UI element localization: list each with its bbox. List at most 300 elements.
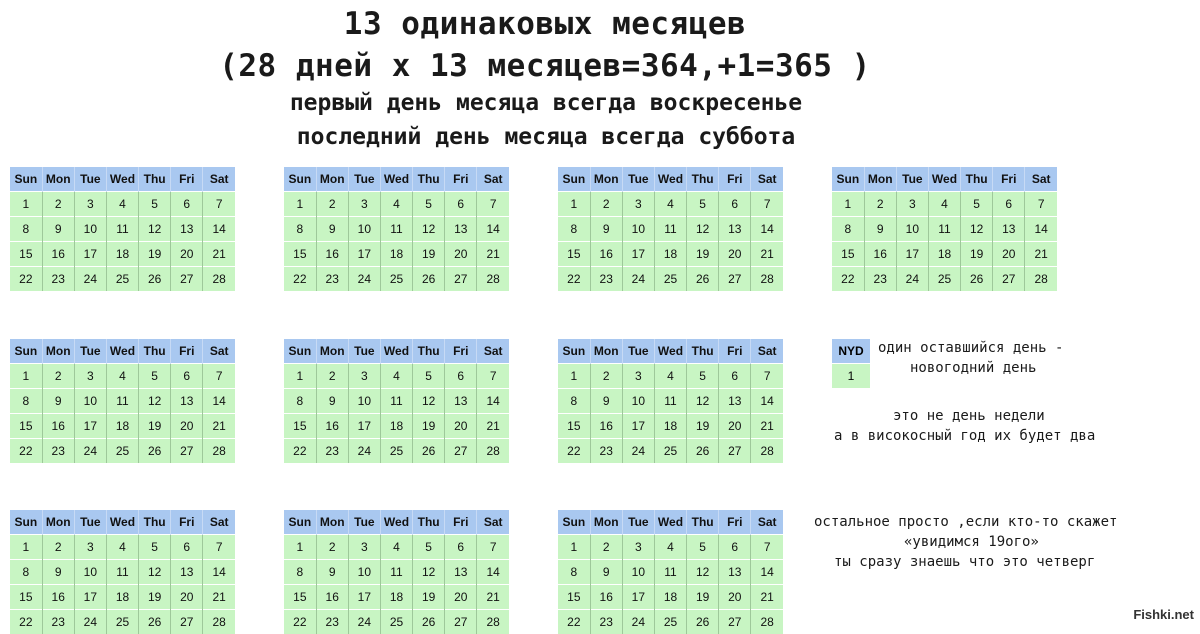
day-cell: 18	[928, 242, 960, 267]
day-cell: 3	[622, 535, 654, 560]
day-cell: 26	[413, 610, 445, 634]
day-cell: 24	[348, 610, 380, 634]
day-cell: 21	[477, 585, 509, 610]
day-cell: 28	[203, 267, 235, 292]
day-cell: 25	[106, 610, 138, 634]
day-cell: 19	[687, 242, 719, 267]
month-calendar	[284, 339, 509, 463]
day-cell: 11	[380, 389, 412, 414]
weekday-header: Tue	[622, 510, 654, 535]
day-cell: 27	[993, 267, 1025, 292]
day-cell: 27	[171, 267, 203, 292]
day-cell: 12	[687, 560, 719, 585]
day-cell: 21	[203, 242, 235, 267]
day-cell: 27	[445, 439, 477, 464]
weekday-header: Fri	[171, 510, 203, 535]
day-cell: 10	[622, 217, 654, 242]
day-cell: 11	[380, 217, 412, 242]
day-cell: 22	[10, 267, 42, 292]
day-cell: 5	[687, 535, 719, 560]
day-cell: 9	[316, 560, 348, 585]
day-cell: 20	[171, 242, 203, 267]
day-cell: 12	[961, 217, 993, 242]
day-cell: 8	[558, 217, 590, 242]
day-cell: 20	[719, 414, 751, 439]
month-calendar	[10, 510, 235, 634]
day-cell: 5	[413, 535, 445, 560]
day-cell: 6	[445, 192, 477, 217]
day-cell: 23	[590, 267, 622, 292]
day-cell: 1	[284, 364, 316, 389]
nyd-header: NYD	[832, 339, 870, 364]
day-cell: 19	[687, 585, 719, 610]
month-calendar	[558, 510, 783, 634]
day-cell: 9	[590, 217, 622, 242]
day-cell: 20	[993, 242, 1025, 267]
day-cell: 19	[139, 414, 171, 439]
weekday-header: Sun	[832, 167, 864, 192]
weekday-header: Mon	[42, 167, 74, 192]
weekday-header: Sun	[284, 339, 316, 364]
day-cell: 12	[413, 217, 445, 242]
day-cell: 25	[928, 267, 960, 292]
day-cell: 18	[654, 585, 686, 610]
day-cell: 2	[316, 364, 348, 389]
day-cell: 6	[171, 192, 203, 217]
day-cell: 28	[751, 610, 783, 634]
day-cell: 19	[413, 242, 445, 267]
weekday-header: Sat	[1025, 167, 1057, 192]
day-cell: 2	[42, 535, 74, 560]
day-cell: 21	[1025, 242, 1057, 267]
day-cell: 24	[622, 610, 654, 634]
day-cell: 15	[558, 414, 590, 439]
day-cell: 4	[106, 364, 138, 389]
day-cell: 22	[10, 439, 42, 464]
weekday-header: Sun	[284, 510, 316, 535]
day-cell: 4	[654, 192, 686, 217]
weekday-header: Tue	[74, 510, 106, 535]
day-cell: 17	[348, 242, 380, 267]
day-cell: 17	[74, 414, 106, 439]
day-cell: 19	[687, 414, 719, 439]
day-cell: 14	[1025, 217, 1057, 242]
day-cell: 23	[42, 267, 74, 292]
weekday-header: Sat	[477, 339, 509, 364]
day-cell: 20	[171, 585, 203, 610]
day-cell: 20	[445, 414, 477, 439]
weekday-header: Mon	[42, 339, 74, 364]
weekday-header: Thu	[413, 510, 445, 535]
day-cell: 6	[171, 535, 203, 560]
day-cell: 28	[751, 267, 783, 292]
day-cell: 1	[558, 192, 590, 217]
day-cell: 26	[139, 439, 171, 464]
day-cell: 12	[413, 389, 445, 414]
weekday-header: Fri	[719, 339, 751, 364]
day-cell: 6	[719, 535, 751, 560]
weekday-header: Mon	[590, 510, 622, 535]
weekday-header: Sun	[558, 167, 590, 192]
day-cell: 13	[445, 217, 477, 242]
subtitle-line-1: первый день месяца всегда воскресенье	[0, 90, 1092, 116]
day-cell: 12	[413, 560, 445, 585]
day-cell: 19	[139, 585, 171, 610]
weekday-header: Fri	[993, 167, 1025, 192]
day-cell: 16	[316, 585, 348, 610]
weekday-header: Wed	[106, 167, 138, 192]
day-cell: 17	[622, 242, 654, 267]
title-line-1: 13 одинаковых месяцев	[0, 6, 1090, 42]
day-cell: 5	[139, 192, 171, 217]
day-cell: 25	[106, 439, 138, 464]
day-cell: 14	[203, 217, 235, 242]
day-cell: 4	[928, 192, 960, 217]
day-cell: 18	[380, 414, 412, 439]
day-cell: 14	[751, 217, 783, 242]
day-cell: 5	[139, 364, 171, 389]
day-cell: 5	[413, 192, 445, 217]
day-cell: 17	[622, 414, 654, 439]
day-cell: 28	[203, 439, 235, 464]
day-cell: 26	[687, 439, 719, 464]
day-cell: 5	[687, 192, 719, 217]
weekday-header: Sun	[10, 167, 42, 192]
day-cell: 24	[74, 267, 106, 292]
day-cell: 8	[284, 389, 316, 414]
day-cell: 2	[316, 535, 348, 560]
weekday-header: Wed	[106, 510, 138, 535]
day-cell: 18	[106, 414, 138, 439]
weekday-header: Thu	[139, 510, 171, 535]
day-cell: 10	[622, 560, 654, 585]
day-cell: 2	[42, 364, 74, 389]
day-cell: 9	[864, 217, 896, 242]
day-cell: 17	[348, 414, 380, 439]
note-rest-line-2: «увидимся 19ого»	[904, 534, 1039, 550]
day-cell: 16	[42, 414, 74, 439]
day-cell: 4	[380, 364, 412, 389]
weekday-header: Tue	[622, 167, 654, 192]
month-calendar	[10, 339, 235, 463]
weekday-header: Thu	[687, 339, 719, 364]
weekday-header: Thu	[961, 167, 993, 192]
day-cell: 24	[896, 267, 928, 292]
day-cell: 8	[558, 560, 590, 585]
day-cell: 3	[622, 192, 654, 217]
day-cell: 26	[687, 267, 719, 292]
weekday-header: Wed	[654, 339, 686, 364]
day-cell: 3	[74, 364, 106, 389]
note-nyd-line-2: новогодний день	[910, 360, 1036, 376]
watermark: Fishki.net	[1133, 607, 1194, 622]
day-cell: 26	[139, 267, 171, 292]
weekday-header: Fri	[445, 167, 477, 192]
day-cell: 20	[719, 585, 751, 610]
day-cell: 6	[719, 192, 751, 217]
day-cell: 27	[171, 610, 203, 634]
day-cell: 27	[719, 610, 751, 634]
day-cell: 7	[477, 535, 509, 560]
day-cell: 14	[751, 560, 783, 585]
day-cell: 23	[316, 610, 348, 634]
weekday-header: Wed	[380, 339, 412, 364]
day-cell: 23	[590, 610, 622, 634]
day-cell: 7	[203, 192, 235, 217]
day-cell: 18	[106, 585, 138, 610]
day-cell: 8	[10, 560, 42, 585]
month-calendar	[284, 510, 509, 634]
day-cell: 16	[590, 414, 622, 439]
day-cell: 14	[477, 389, 509, 414]
weekday-header: Tue	[348, 167, 380, 192]
day-cell: 10	[74, 389, 106, 414]
day-cell: 22	[558, 439, 590, 464]
day-cell: 8	[10, 217, 42, 242]
day-cell: 18	[106, 242, 138, 267]
day-cell: 24	[622, 439, 654, 464]
day-cell: 28	[477, 267, 509, 292]
day-cell: 14	[477, 217, 509, 242]
day-cell: 24	[348, 439, 380, 464]
day-cell: 11	[106, 560, 138, 585]
day-cell: 27	[171, 439, 203, 464]
weekday-header: Wed	[654, 167, 686, 192]
day-cell: 21	[203, 585, 235, 610]
day-cell: 16	[590, 242, 622, 267]
day-cell: 28	[751, 439, 783, 464]
day-cell: 16	[42, 585, 74, 610]
day-cell: 20	[445, 242, 477, 267]
weekday-header: Sat	[203, 167, 235, 192]
day-cell: 26	[413, 439, 445, 464]
day-cell: 10	[348, 217, 380, 242]
day-cell: 28	[203, 610, 235, 634]
day-cell: 13	[719, 217, 751, 242]
day-cell: 5	[139, 535, 171, 560]
day-cell: 27	[445, 267, 477, 292]
weekday-header: Tue	[348, 339, 380, 364]
day-cell: 2	[590, 535, 622, 560]
day-cell: 12	[687, 217, 719, 242]
day-cell: 15	[284, 414, 316, 439]
day-cell: 3	[348, 364, 380, 389]
weekday-header: Mon	[42, 510, 74, 535]
day-cell: 21	[477, 242, 509, 267]
note-weekday-line-1: это не день недели	[893, 408, 1045, 424]
day-cell: 10	[896, 217, 928, 242]
nyd-table	[832, 339, 870, 388]
day-cell: 6	[719, 364, 751, 389]
day-cell: 22	[284, 267, 316, 292]
day-cell: 11	[106, 389, 138, 414]
weekday-header: Mon	[316, 510, 348, 535]
weekday-header: Thu	[139, 167, 171, 192]
weekday-header: Mon	[590, 339, 622, 364]
weekday-header: Wed	[106, 339, 138, 364]
day-cell: 4	[380, 192, 412, 217]
day-cell: 2	[42, 192, 74, 217]
day-cell: 10	[74, 217, 106, 242]
day-cell: 16	[42, 242, 74, 267]
day-cell: 27	[719, 267, 751, 292]
day-cell: 14	[477, 560, 509, 585]
weekday-header: Thu	[413, 339, 445, 364]
day-cell: 4	[106, 192, 138, 217]
day-cell: 21	[751, 414, 783, 439]
day-cell: 12	[139, 389, 171, 414]
day-cell: 13	[171, 389, 203, 414]
day-cell: 22	[558, 610, 590, 634]
day-cell: 7	[751, 192, 783, 217]
day-cell: 25	[106, 267, 138, 292]
day-cell: 3	[348, 535, 380, 560]
day-cell: 1	[832, 192, 864, 217]
day-cell: 10	[348, 560, 380, 585]
note-rest-line-1: остальное просто ,если кто-то скажет	[814, 514, 1117, 530]
weekday-header: Sun	[10, 339, 42, 364]
day-cell: 13	[445, 560, 477, 585]
subtitle-line-2: последний день месяца всегда суббота	[0, 124, 1092, 150]
day-cell: 11	[106, 217, 138, 242]
weekday-header: Sun	[558, 510, 590, 535]
day-cell: 10	[74, 560, 106, 585]
weekday-header: Sat	[203, 339, 235, 364]
day-cell: 5	[687, 364, 719, 389]
day-cell: 16	[590, 585, 622, 610]
month-calendar	[284, 167, 509, 291]
weekday-header: Fri	[445, 339, 477, 364]
day-cell: 9	[42, 217, 74, 242]
day-cell: 9	[42, 389, 74, 414]
day-cell: 2	[864, 192, 896, 217]
day-cell: 28	[477, 610, 509, 634]
day-cell: 7	[477, 192, 509, 217]
weekday-header: Thu	[687, 510, 719, 535]
weekday-header: Wed	[928, 167, 960, 192]
day-cell: 7	[203, 364, 235, 389]
day-cell: 27	[445, 610, 477, 634]
day-cell: 24	[74, 610, 106, 634]
day-cell: 21	[203, 414, 235, 439]
day-cell: 1	[284, 535, 316, 560]
weekday-header: Fri	[445, 510, 477, 535]
day-cell: 4	[106, 535, 138, 560]
day-cell: 17	[622, 585, 654, 610]
day-cell: 10	[622, 389, 654, 414]
day-cell: 11	[654, 217, 686, 242]
note-rest-line-3: ты сразу знаешь что это четверг	[834, 554, 1095, 570]
day-cell: 23	[42, 439, 74, 464]
day-cell: 26	[687, 610, 719, 634]
day-cell: 1	[284, 192, 316, 217]
day-cell: 5	[961, 192, 993, 217]
note-nyd-line-1: один оставшийся день -	[878, 340, 1063, 356]
day-cell: 28	[477, 439, 509, 464]
day-cell: 15	[284, 242, 316, 267]
day-cell: 15	[284, 585, 316, 610]
day-cell: 15	[558, 585, 590, 610]
day-cell: 22	[284, 439, 316, 464]
day-cell: 4	[380, 535, 412, 560]
weekday-header: Wed	[380, 510, 412, 535]
day-cell: 15	[10, 414, 42, 439]
day-cell: 13	[445, 389, 477, 414]
day-cell: 24	[348, 267, 380, 292]
day-cell: 13	[993, 217, 1025, 242]
day-cell: 26	[139, 610, 171, 634]
day-cell: 19	[413, 414, 445, 439]
day-cell: 22	[284, 610, 316, 634]
day-cell: 6	[993, 192, 1025, 217]
weekday-header: Thu	[413, 167, 445, 192]
day-cell: 25	[380, 610, 412, 634]
day-cell: 11	[654, 560, 686, 585]
day-cell: 6	[445, 535, 477, 560]
day-cell: 13	[719, 389, 751, 414]
weekday-header: Tue	[896, 167, 928, 192]
day-cell: 19	[139, 242, 171, 267]
day-cell: 7	[751, 364, 783, 389]
day-cell: 3	[622, 364, 654, 389]
day-cell: 7	[477, 364, 509, 389]
month-calendar	[10, 167, 235, 291]
day-cell: 12	[687, 389, 719, 414]
day-cell: 15	[832, 242, 864, 267]
day-cell: 5	[413, 364, 445, 389]
day-cell: 16	[316, 414, 348, 439]
day-cell: 23	[864, 267, 896, 292]
day-cell: 8	[10, 389, 42, 414]
day-cell: 2	[316, 192, 348, 217]
day-cell: 24	[622, 267, 654, 292]
day-cell: 1	[10, 364, 42, 389]
day-cell: 8	[558, 389, 590, 414]
day-cell: 21	[477, 414, 509, 439]
day-cell: 25	[654, 267, 686, 292]
day-cell: 8	[284, 560, 316, 585]
note-weekday-line-2: а в високосный год их будет два	[834, 428, 1095, 444]
weekday-header: Sat	[203, 510, 235, 535]
day-cell: 16	[316, 242, 348, 267]
weekday-header: Sat	[751, 167, 783, 192]
day-cell: 21	[751, 585, 783, 610]
day-cell: 25	[654, 439, 686, 464]
weekday-header: Tue	[74, 339, 106, 364]
day-cell: 11	[928, 217, 960, 242]
day-cell: 20	[445, 585, 477, 610]
weekday-header: Sun	[558, 339, 590, 364]
day-cell: 19	[961, 242, 993, 267]
day-cell: 7	[751, 535, 783, 560]
weekday-header: Wed	[654, 510, 686, 535]
weekday-header: Thu	[139, 339, 171, 364]
day-cell: 6	[171, 364, 203, 389]
weekday-header: Thu	[687, 167, 719, 192]
day-cell: 15	[10, 585, 42, 610]
weekday-header: Mon	[590, 167, 622, 192]
day-cell: 2	[590, 364, 622, 389]
day-cell: 23	[590, 439, 622, 464]
weekday-header: Wed	[380, 167, 412, 192]
weekday-header: Fri	[719, 167, 751, 192]
day-cell: 24	[74, 439, 106, 464]
day-cell: 20	[171, 414, 203, 439]
day-cell: 19	[413, 585, 445, 610]
day-cell: 9	[316, 217, 348, 242]
day-cell: 28	[1025, 267, 1057, 292]
weekday-header: Mon	[864, 167, 896, 192]
